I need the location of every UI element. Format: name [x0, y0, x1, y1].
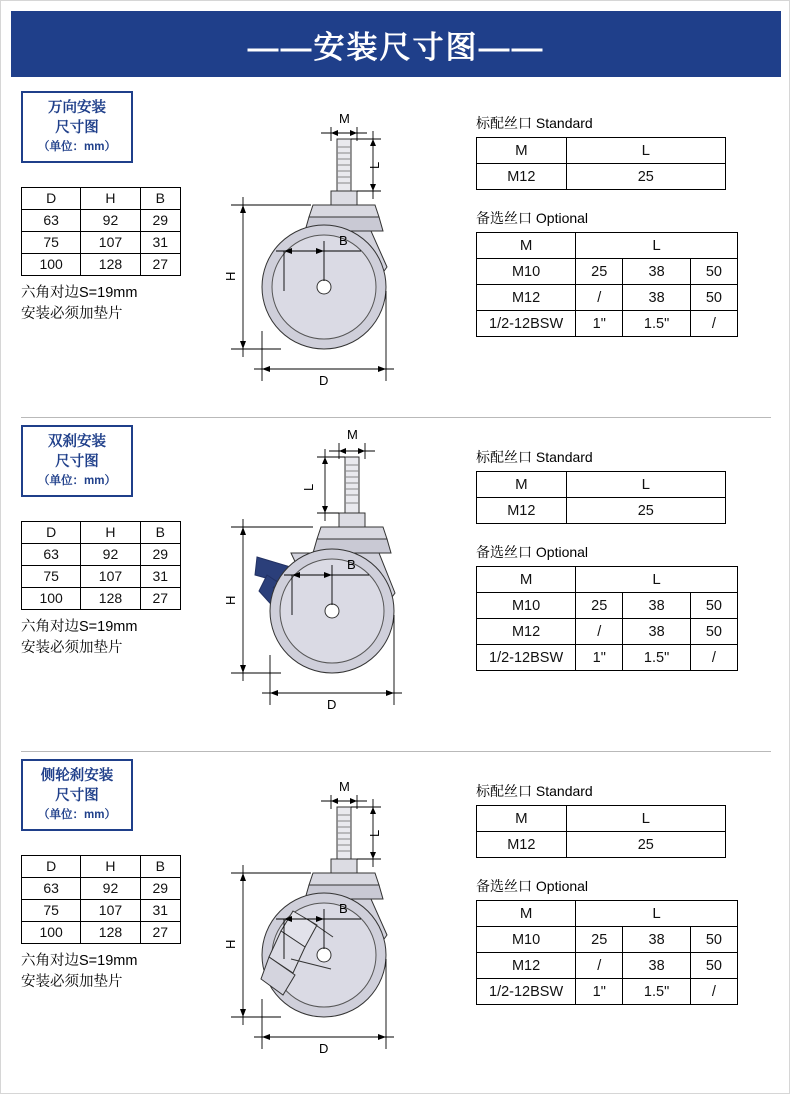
optional-table-label: 备选丝口 Optional	[476, 544, 589, 560]
cell-l3: 50	[690, 593, 737, 619]
label-h: H	[223, 939, 238, 949]
table-header-row	[22, 855, 181, 877]
cell-l2: 38	[623, 953, 691, 979]
note-line-2: 安装必须加垫片	[21, 305, 123, 322]
col-header-d: D	[22, 855, 81, 877]
table-row	[22, 899, 181, 921]
cell-d: 75	[22, 565, 81, 587]
table-row	[22, 921, 181, 943]
section-right-column	[476, 781, 766, 1005]
col-header-l: L	[566, 138, 725, 164]
label-d: D	[319, 373, 329, 388]
standard-thread-table	[476, 137, 726, 190]
dimension-table	[21, 855, 181, 944]
table-header-row	[477, 567, 738, 593]
cell-h: 107	[81, 565, 140, 587]
cell-m: M12	[477, 832, 567, 858]
col-header-b: B	[140, 521, 180, 543]
col-header-d: D	[22, 521, 81, 543]
label-d: D	[319, 1041, 329, 1056]
col-header-l: L	[566, 806, 725, 832]
col-header-l: L	[576, 233, 738, 259]
note-line-2: 安装必须加垫片	[21, 639, 123, 656]
optional-thread-table	[476, 566, 738, 671]
table-row	[477, 832, 726, 858]
cell-l1: /	[576, 285, 623, 311]
section-swivel	[21, 91, 771, 411]
cell-l3: /	[690, 311, 737, 337]
col-header-m: M	[477, 233, 576, 259]
section-title-line2: 尺寸图	[55, 119, 99, 136]
section-title-line2: 尺寸图	[55, 453, 99, 470]
section-double-brake	[21, 425, 771, 745]
cell-l2: 1.5"	[623, 645, 691, 671]
label-l: L	[301, 483, 316, 491]
cell-b: 27	[140, 253, 180, 275]
notes-block	[21, 951, 206, 993]
label-m: M	[339, 111, 350, 126]
section-title-line1: 双刹安装	[48, 434, 106, 450]
label-l: L	[367, 829, 382, 837]
cell-l1: 25	[576, 259, 623, 285]
table-header-row	[477, 806, 726, 832]
caster-drawing-side-brake	[221, 759, 471, 1079]
cell-l1: /	[576, 619, 623, 645]
table-header-row	[477, 472, 726, 498]
section-left-column	[21, 759, 206, 993]
standard-thread-table	[476, 805, 726, 858]
section-divider-1	[21, 417, 771, 418]
cell-b: 29	[140, 877, 180, 899]
optional-thread-table	[476, 232, 738, 337]
col-header-l: L	[576, 567, 738, 593]
note-line-1: 六角对边S=19mm	[21, 284, 138, 301]
standard-table-label: 标配丝口 Standard	[476, 449, 593, 465]
cell-l3: 50	[690, 927, 737, 953]
cell-l: 25	[566, 164, 725, 190]
cell-m: 1/2-12BSW	[477, 311, 576, 337]
cell-h: 107	[81, 231, 140, 253]
section-unit: （单位：mm）	[38, 475, 116, 488]
cell-l3: 50	[690, 619, 737, 645]
dimension-table	[21, 521, 181, 610]
cell-d: 100	[22, 587, 81, 609]
cell-l1: 25	[576, 593, 623, 619]
cell-b: 29	[140, 209, 180, 231]
cell-l1: 1"	[576, 645, 623, 671]
col-header-b: B	[140, 187, 180, 209]
section-title-line1: 侧轮刹安装	[40, 768, 114, 784]
cell-l3: 50	[690, 285, 737, 311]
cell-l2: 38	[623, 593, 691, 619]
col-header-d: D	[22, 187, 81, 209]
cell-l3: /	[690, 979, 737, 1005]
cell-m: M12	[477, 285, 576, 311]
section-title-box	[21, 425, 133, 497]
cell-d: 63	[22, 209, 81, 231]
section-unit: （单位：mm）	[38, 141, 116, 154]
cell-l3: 50	[690, 259, 737, 285]
optional-thread-table	[476, 900, 738, 1005]
table-row	[477, 164, 726, 190]
col-header-m: M	[477, 567, 576, 593]
section-unit: （单位：mm）	[38, 809, 116, 822]
table-row	[22, 543, 181, 565]
cell-m: M10	[477, 927, 576, 953]
table-row	[477, 259, 738, 285]
cell-h: 107	[81, 899, 140, 921]
cell-d: 63	[22, 543, 81, 565]
section-left-column	[21, 425, 206, 659]
cell-m: M10	[477, 259, 576, 285]
col-header-h: H	[81, 521, 140, 543]
cell-d: 100	[22, 253, 81, 275]
cell-b: 31	[140, 899, 180, 921]
table-row	[477, 927, 738, 953]
cell-d: 100	[22, 921, 81, 943]
label-b: B	[347, 557, 356, 572]
table-row	[22, 877, 181, 899]
note-line-1: 六角对边S=19mm	[21, 952, 138, 969]
cell-m: 1/2-12BSW	[477, 645, 576, 671]
cell-l1: 1"	[576, 311, 623, 337]
cell-b: 29	[140, 543, 180, 565]
col-header-m: M	[477, 901, 576, 927]
notes-block	[21, 617, 206, 659]
cell-l2: 1.5"	[623, 979, 691, 1005]
table-row	[22, 231, 181, 253]
cell-m: M12	[477, 619, 576, 645]
section-right-column	[476, 447, 766, 671]
col-header-h: H	[81, 855, 140, 877]
cell-h: 92	[81, 209, 140, 231]
section-title-box	[21, 91, 133, 163]
table-row	[22, 253, 181, 275]
cell-h: 92	[81, 543, 140, 565]
label-l: L	[367, 161, 382, 169]
standard-table-label: 标配丝口 Standard	[476, 115, 593, 131]
cell-l1: 1"	[576, 979, 623, 1005]
cell-l2: 38	[623, 927, 691, 953]
cell-l1: /	[576, 953, 623, 979]
section-left-column	[21, 91, 206, 325]
table-header-row	[477, 138, 726, 164]
cell-m: 1/2-12BSW	[477, 979, 576, 1005]
cell-l: 25	[566, 498, 725, 524]
col-header-m: M	[477, 806, 567, 832]
table-row	[22, 587, 181, 609]
col-header-h: H	[81, 187, 140, 209]
dimension-table	[21, 187, 181, 276]
cell-l2: 38	[623, 285, 691, 311]
section-title-line1: 万向安装	[48, 100, 106, 116]
note-line-2: 安装必须加垫片	[21, 973, 123, 990]
caster-drawing-swivel	[221, 91, 471, 411]
col-header-m: M	[477, 138, 567, 164]
table-header-row	[477, 233, 738, 259]
cell-d: 75	[22, 231, 81, 253]
page-header	[11, 11, 781, 77]
table-row	[477, 619, 738, 645]
cell-l2: 1.5"	[623, 311, 691, 337]
label-b: B	[339, 901, 348, 916]
col-header-l: L	[576, 901, 738, 927]
table-row	[477, 498, 726, 524]
table-header-row	[477, 901, 738, 927]
cell-h: 128	[81, 587, 140, 609]
standard-thread-table	[476, 471, 726, 524]
cell-b: 27	[140, 921, 180, 943]
cell-h: 92	[81, 877, 140, 899]
cell-m: M12	[477, 953, 576, 979]
table-header-row	[22, 521, 181, 543]
table-row	[477, 645, 738, 671]
cell-l2: 38	[623, 619, 691, 645]
optional-table-label: 备选丝口 Optional	[476, 878, 589, 894]
table-row	[477, 593, 738, 619]
standard-table-label: 标配丝口 Standard	[476, 783, 593, 799]
cell-l: 25	[566, 832, 725, 858]
col-header-b: B	[140, 855, 180, 877]
cell-l1: 25	[576, 927, 623, 953]
col-header-l: L	[566, 472, 725, 498]
section-title-line2: 尺寸图	[55, 787, 99, 804]
cell-m: M10	[477, 593, 576, 619]
caster-drawing-double-brake	[221, 425, 471, 745]
cell-b: 27	[140, 587, 180, 609]
table-row	[22, 209, 181, 231]
label-m: M	[347, 427, 358, 442]
cell-m: M12	[477, 164, 567, 190]
col-header-m: M	[477, 472, 567, 498]
table-row	[477, 953, 738, 979]
cell-h: 128	[81, 921, 140, 943]
cell-l3: /	[690, 645, 737, 671]
notes-block	[21, 283, 206, 325]
section-title-box	[21, 759, 133, 831]
cell-m: M12	[477, 498, 567, 524]
table-row	[22, 565, 181, 587]
section-side-brake	[21, 759, 771, 1079]
cell-d: 75	[22, 899, 81, 921]
label-b: B	[339, 233, 348, 248]
table-row	[477, 285, 738, 311]
label-d: D	[327, 697, 337, 712]
label-h: H	[223, 595, 238, 605]
table-header-row	[22, 187, 181, 209]
cell-l2: 38	[623, 259, 691, 285]
cell-d: 63	[22, 877, 81, 899]
cell-b: 31	[140, 231, 180, 253]
optional-table-label: 备选丝口 Optional	[476, 210, 589, 226]
label-m: M	[339, 779, 350, 794]
label-h: H	[223, 271, 238, 281]
page-title: ——安装尺寸图——	[247, 29, 545, 65]
cell-l3: 50	[690, 953, 737, 979]
cell-h: 128	[81, 253, 140, 275]
note-line-1: 六角对边S=19mm	[21, 618, 138, 635]
table-row	[477, 311, 738, 337]
cell-b: 31	[140, 565, 180, 587]
section-divider-2	[21, 751, 771, 752]
table-row	[477, 979, 738, 1005]
section-right-column	[476, 113, 766, 337]
